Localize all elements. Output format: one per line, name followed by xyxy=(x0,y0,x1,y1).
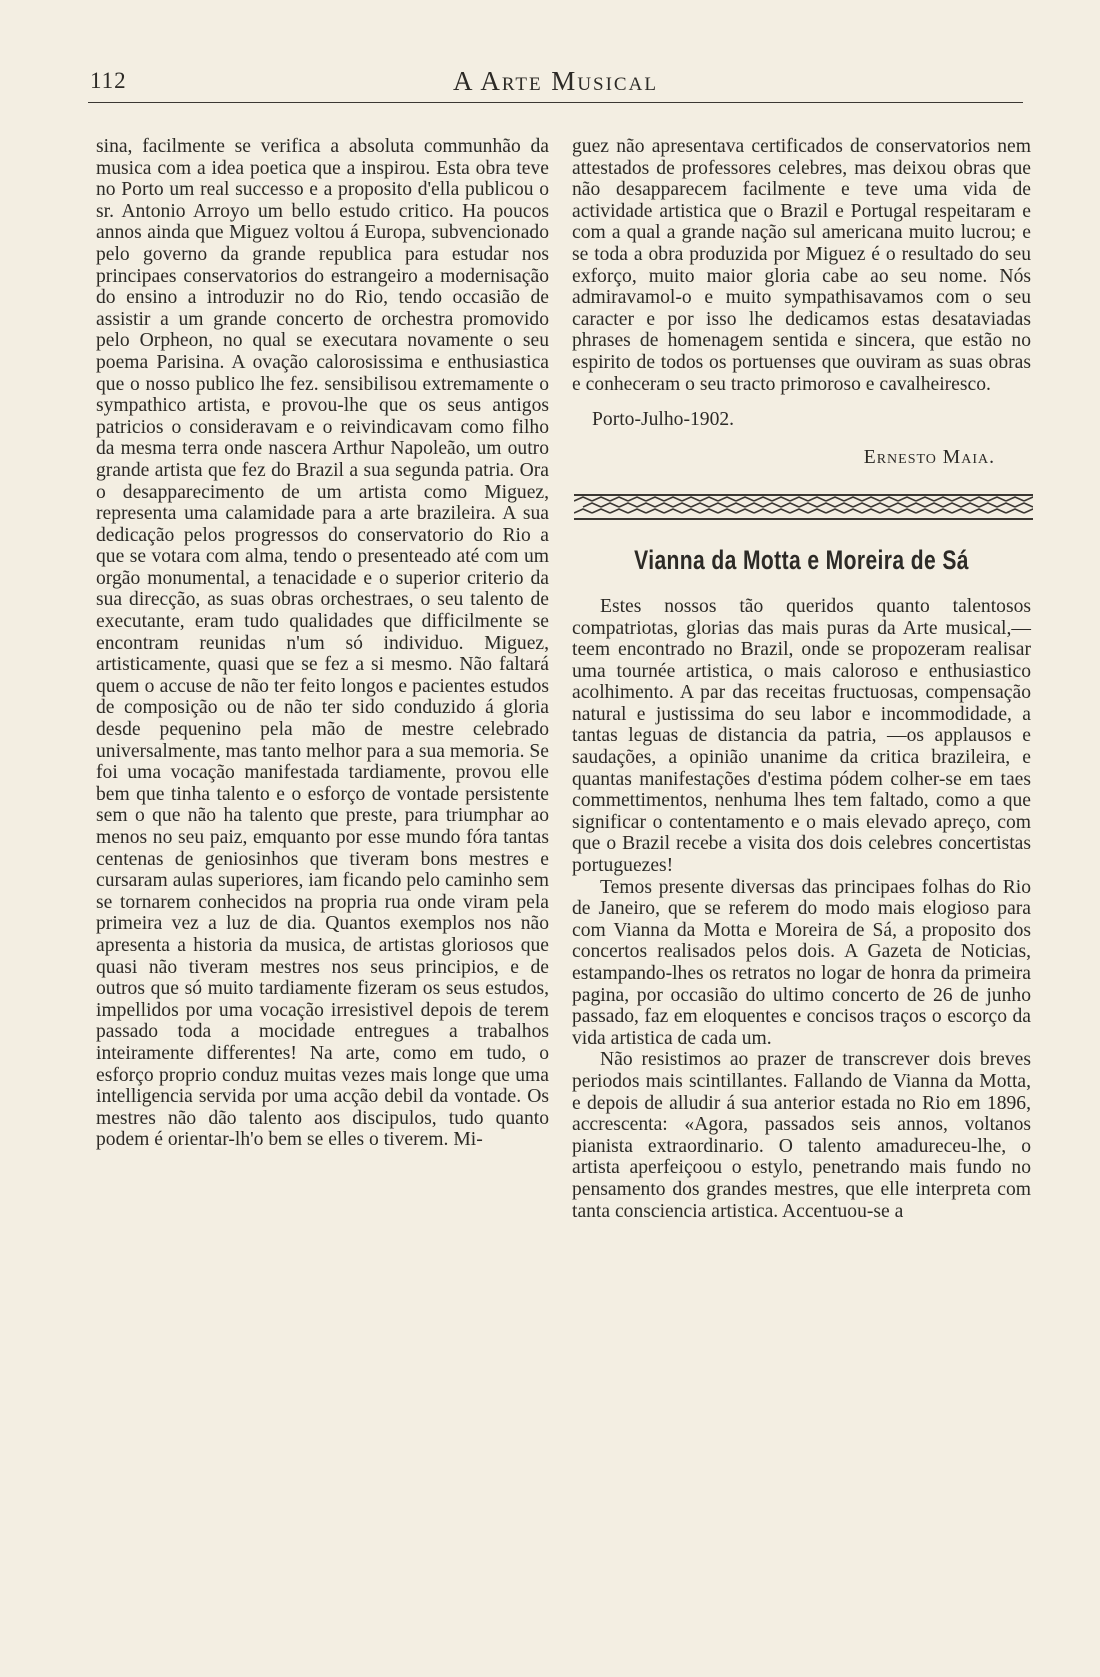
ornamental-divider xyxy=(574,494,1033,520)
dateline: Porto-Julho-1902. xyxy=(592,409,735,431)
author-signature: Ernesto Maia. xyxy=(863,446,995,468)
left-column xyxy=(96,136,549,1151)
running-title: A Arte Musical xyxy=(453,66,658,96)
article-title: Vianna da Motta e Moreira de Sá xyxy=(634,544,969,575)
previous-article-ending: guez não apresentava certificados de conservatorios nem attestados de professores celebres, mas deixou obras que não desapparecem facilmente e teve uma vida de actividade artistica que o Brazil e Portugal respeitaram e com a qual a grande nação sul americana muito lucrou; e se toda a obra produzida por Miguez é o resultado do seu exforço, muito maior gloria cabe ao seu nome. Nós admiravamol-o e muito sympathisavamos com o seu caracter e por isso lhe dedicamos estas desataviadas phrases de homenagem sentida e sincera, que estão no espirito de todos os portuenses que ouviram as suas obras e conheceram o seu tracto primoroso e cavalheiresco. xyxy=(572,136,1031,395)
article-paragraph: Estes nossos tão queridos quanto talentosos compatriotas, glorias das mais puras da Arte musical,—teem encontrado no Brazil, onde se propozeram realisar uma tournée artistica, o mais caloroso e enthusiastico acolhimento. A par das receitas fructuosas, compensação natural e justissima do seu labor e incommodidade, a tantas leguas de distancia da patria, —os applausos e saudações, a opinião unanime da critica brazileira, e quantas manifestações d'estima pódem colher-se em taes commettimentos, nenhuma lhes tem faltado, como a que significar o contentamento e o mais elevado apreço, com que o Brazil recebe a visita dos dois celebres concertistas portuguezes! xyxy=(572,595,1031,877)
right-column xyxy=(572,136,1031,1222)
left-column-text: sina, facilmente se verifica a absoluta communhão da musica com a idea poetica que a inspirou. Esta obra teve no Porto um real successo e a proposito d'ella publicou o sr. Antonio Arroyo um bello estudo critico. Ha poucos annos ainda que Miguez voltou á Europa, subvencionado pelo governo da grande republica para estudar nos principaes conservatorios do estrangeiro a modernisação do ensino a introduzir no do Rio, tendo occasião de assistir a um grande concerto de orchestra promovido pelo Orpheon, no qual se executara novamente o seu poema Parisina. A ovação calorosissima e enthusiastica que o nosso publico lhe fez. sensibilisou extremamente o sympathico artista, e provou-lhe que os seus antigos patricios o consideravam e o reivindicavam como filho da mesma terra onde nascera Arthur Napoleão, um outro grande artista que fez do Brazil a sua segunda patria. Ora o desapparecimento de um artista como Miguez, representa uma calamidade para a arte brazileira. A sua dedicação pelos progressos do conservatorio do Rio a que se votara com alma, tendo o presenteado até com um orgão monumental, a tenacidade e o superior criterio da sua direcção, as suas obras orchestraes, o seu talento de executante, eram tudo qualidades que difficilmente se encontram reunidas n'um só individuo. Miguez, artisticamente, quasi que se fez a si mesmo. Não faltará quem o accuse de não ter feito longos e pacientes estudos de composição ou de não ter sido conduzido á gloria desde pequenino pela mão de mestre celebrado universalmente, mas tanto melhor para a sua memoria. Se foi uma vocação manifestada tardiamente, provou elle bem que tinha talento e o esforço de vontade persistente sem o que não ha talento que preste, para triumphar ao menos no seu paiz, emquanto por esse mundo fóra tantas centenas de geniosinhos que tiveram bons mestres e cursaram aulas superiores, iam ficando pelo caminho sem se tornarem conhecidos na propria rua onde viram pela primeira vez a luz de dia. Quantos exemplos nos não apresenta a historia da musica, de artistas gloriosos que quasi não tiveram mestres nos seus principios, e de outros que só muito tardiamente fizeram os seus estudos, impellidos por uma vocação irresistivel depois de terem passado toda a mocidade entregues a trabalhos inteiramente differentes! Na arte, como em tudo, o esforço proprio conduz muitas vezes mais longe que uma intelligencia servida por uma acção debil da vontade. Os mestres não dão talento aos discipulos, tudo quanto podem é orientar-lh'o bem se elles o tiverem. Mi- xyxy=(96,136,549,1151)
article-paragraph: Temos presente diversas das principaes folhas do Rio de Janeiro, que se referem do modo mais elogioso para com Vianna da Motta e Moreira de Sá, a proposito dos concertos realisados pelos dois. A Gazeta de Noticias, estampando-lhes os retratos no logar de honra da primeira pagina, por occasião do ultimo concerto de 26 de junho passado, faz em eloquentes e concisos traços o escorço da vida artistica de cada um. xyxy=(572,876,1031,1049)
article-body xyxy=(572,596,1031,1222)
page-header xyxy=(88,66,1023,103)
article-paragraph: Não resistimos ao prazer de transcrever dois breves periodos mais scintillantes. Fallando de Vianna da Motta, e depois de alludir á sua anterior estada no Rio em 1896, accrescenta: «Agora, passados seis annos, voltanos pianista extraordinario. O talento amadureceu-lhe, o artista aperfeiçoou o estylo, penetrando mais fundo no pensamento dos grandes mestres, que elle interpreta com tanta consciencia artistica. Accentuou-se a xyxy=(572,1049,1031,1222)
page-number: 112 xyxy=(90,68,127,93)
